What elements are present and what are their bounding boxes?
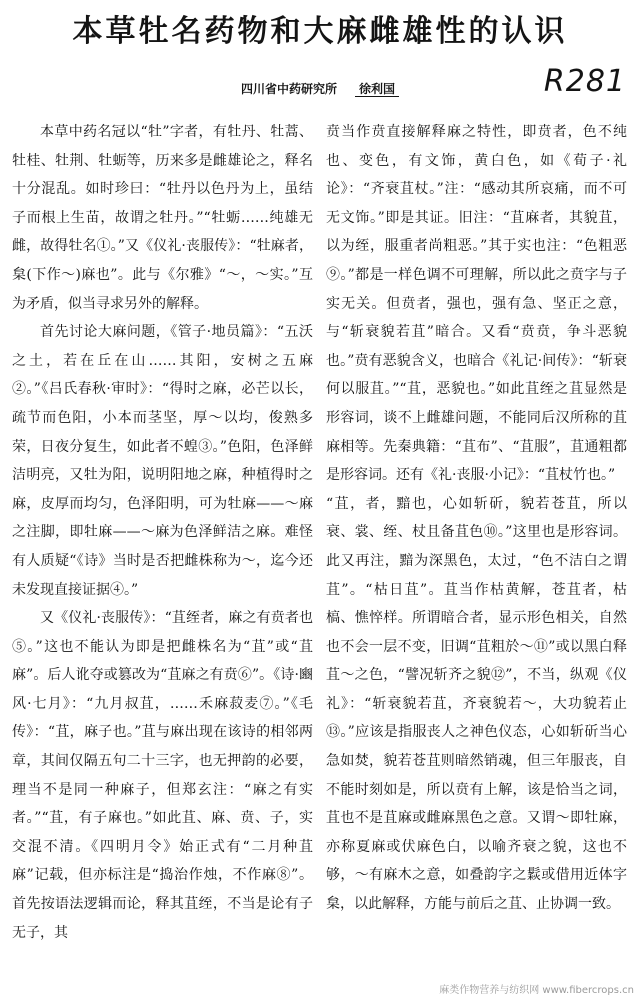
paragraph: 本草中药名冠以“牡”字者，有牡丹、牡蒿、牡桂、牡荆、牡蛎等，历来多是雌雄论之，释名十分混乱。如时珍曰：“牡丹以色丹为上，虽结子而根上生苗，故谓之牡丹。”“牡蛎……纯雄无雌，故得牡名①。”又《仪礼·丧服传》：“牡麻者，枲(下作～)麻也”。此与《尔雅》“～，～实。”互为矛盾，似当寻求另外的解释。	[12, 124, 313, 312]
handwritten-call-number: R281	[543, 64, 626, 99]
paragraph: “苴，者，黯也，心如斩斫，貌若苍苴，所以衰、裳、绖、杖且备苴色⑩。”这里也是形容词。此又再注，黯为深黑色，太过，“色不洁白之谓苴”。“枯日苴”。苴当作枯黄解，苍苴者，枯槁、憔悴样。所谓暗合者，显示形色相关，自然也不会一层不变，旧调“苴粗於～⑪”或以黑白释苴～之色，“譬况斩齐之貌⑫”，不当，纵观《仪礼》：“斩衰貌若苴，齐衰貌若～，大功貌若止⑬。”应该是指服丧人之神色仪态，心如斩斫当心急如焚，貌若苍苴则暗然销魂，但三年服丧，自不能时刻如是，所以贲有上解，该是恰当之词，苴也不是苴麻或雌麻黑色之意。又谓～即牡麻，亦称夏麻或伏麻色白，以喻齐衰之貌，这也不够，～有麻木之意，如叠韵字之鬏或借用近体字枲，以此解释，方能与前后之苴、止协调一致。	[326, 495, 627, 913]
left-column	[12, 118, 313, 988]
right-column	[326, 118, 627, 988]
site-watermark: 麻类作物营养与纺织网 www.fibercrops.cn	[439, 985, 634, 996]
institution: 四川省中药研究所	[240, 82, 337, 96]
author: 徐利国	[355, 82, 399, 97]
paragraph: 贲当作贲直接解释麻之特性，即贲者，色不纯也、变色，有文饰，黄白色，如《荀子·礼论》：“齐衰苴杖。”注：“感动其所哀痛，而不可无文饰。”即是其证。旧注：“苴麻者，其貌苴，以为绖，服重者尚粗恶。”其于实也注：“色粗恶⑨。”都是一样色调不可理解，所以此之贲字与子实无关。但贲者，强也，强有急、坚正之意，与“斩衰貌若苴”暗合。又看“贲贲，争斗恶貌也。”贲有恶貌含义，也暗合《礼记·间传》：“斩衰何以服苴。”“苴，恶貌也。”如此苴绖之苴显然是形容词，谈不上雌雄问题，不能同后汉所称的苴麻相等。先秦典籍：“苴布”、“苴服”，苴通粗都是形容词。还有《礼·丧服·小记》：“苴杖竹也。”	[326, 124, 627, 484]
paragraph: 又《仪礼·丧服传》：“苴绖者，麻之有贲者也⑤。”这也不能认为即是把雌株名为“苴”或“苴麻”。后人讹夺或篡改为“苴麻之有贲⑥”。《诗·豳风·七月》：“九月叔苴，……禾麻菽麦⑦。”《毛传》：“苴，麻子也。”苴与麻出现在该诗的相邻两章，其间仅隔五句二十三字，也无押韵的必要，理当不是同一种麻子，但郑玄注：“麻之有实者。”“苴，有子麻也。”如此苴、麻、贲、子，实交混不清。《四明月令》始正式有“二月种苴麻”记载，但亦标注是“捣治作烛，不作麻⑧”。首先按语法逻辑而论，释其苴绖，不当是论有子无子，其	[12, 610, 313, 941]
article-title: 本草牡名药物和大麻雌雄性的认识	[72, 14, 568, 49]
paragraph: 首先讨论大麻问题，《管子·地员篇》：“五沃之土，若在丘在山……其阳，安树之五麻②。”《吕氏春秋·审时》：“得时之麻，必芒以长，疏节而色阳，小本而茎坚，厚～以均，俊熟多荣，日夜分复生，如此者不蝗③。”色阳，色泽鲜洁明亮，又牡为阳，说明阳地之麻，种植得时之麻，皮厚而均匀，色泽阳明，可为牡麻——～麻之注脚，即牡麻——～麻为色泽鲜洁之麻。难怪有人质疑“《诗》当时是否把雌株称为～，迄今还未发现直接证据④。”	[12, 324, 313, 598]
